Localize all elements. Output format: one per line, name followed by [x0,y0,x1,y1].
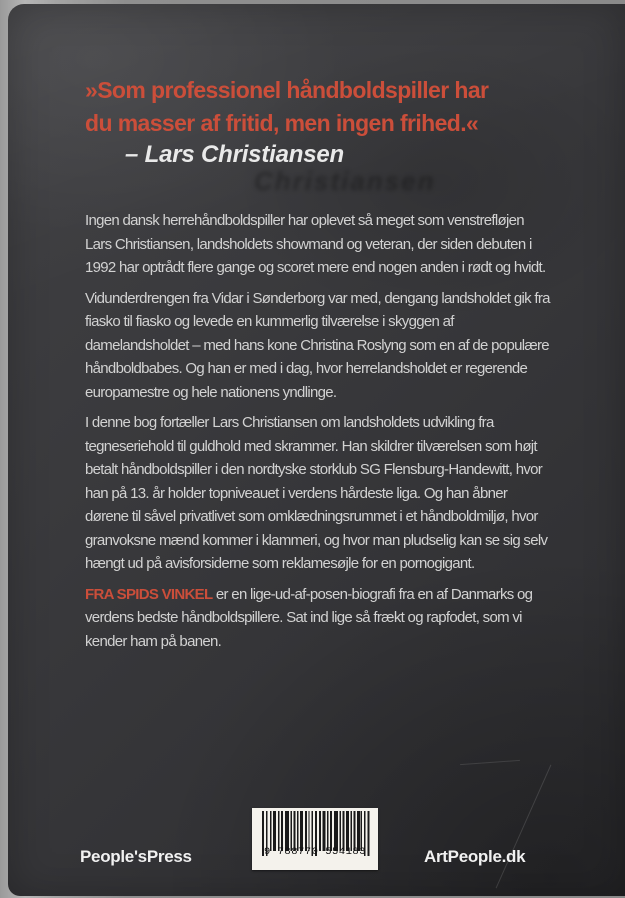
series-title: FRA SPIDS VINKEL [85,585,213,603]
blurb-paragraph-lead [85,583,551,654]
blurb-paragraph: I denne bog fortæller Lars Christiansen om landsholdets udvikling fra tegneseriehold til guldhold med skrammer. Han skildrer tilværelsen som højt betalt håndboldspiller i den nordtyske storklub SG Flensburg-Handewitt, hvor han på 13. år holder topniveauet i verdens hårdeste liga. Og han åbner dørene til såvel privatlivet som omklædningsrummet i et håndboldmiljø, hvor granvoksne mænd kommer i klammeri, og hvor man pludselig kan se sig selv hængt ud på avisforsiderne som reklamesøjle for en pornogigant. [85,414,548,572]
publisher-name-left: People'sPress [80,847,192,866]
book-cover [8,4,625,896]
isbn-barcode [252,808,378,870]
blurb-paragraph: Ingen dansk herrehåndboldspiller har oplevet så meget som venstrefløjen Lars Christiansen, landsholdets showmand og veteran, der siden debuten i 1992 har optrådt flere gange og scoret mere end nogen anden i rødt og hvidt. [85,212,546,276]
quote-line: »Som professionel håndboldspiller har [85,77,489,103]
lead-paragraph-text: er en lige-ud-af-posen-biografi fra en af Danmarks og verdens bedste håndboldspillere. Sat ind lige så frækt og rapfodet, som vi kender ham på banen. [85,585,533,650]
cover-scratch-mark [460,760,520,765]
back-cover-blurb [85,209,551,660]
publisher-name-right: ArtPeople.dk [424,847,526,866]
headline-quote [85,74,488,169]
quote-line: du masser af fritid, men ingen frihed.« [85,110,479,136]
cover-scratch-mark [496,765,552,889]
quote-attribution: – Lars Christiansen [125,141,344,168]
barcode-number: 9 788770 554183 [263,846,366,858]
blurb-paragraph: Vidunderdrengen fra Vidar i Sønderborg var med, dengang landsholdet gik fra fiasko til fiasko og levede en kummerlig tilværelse i skyggen af damelandsholdet – med hans kone Christina Roslyng som en af de populære håndboldbabes. Og han er med i dag, hvor herrelandsholdet er regerende europamestre og hele nationens yndlinge. [85,289,550,401]
ghost-text: Christiansen [254,166,436,196]
